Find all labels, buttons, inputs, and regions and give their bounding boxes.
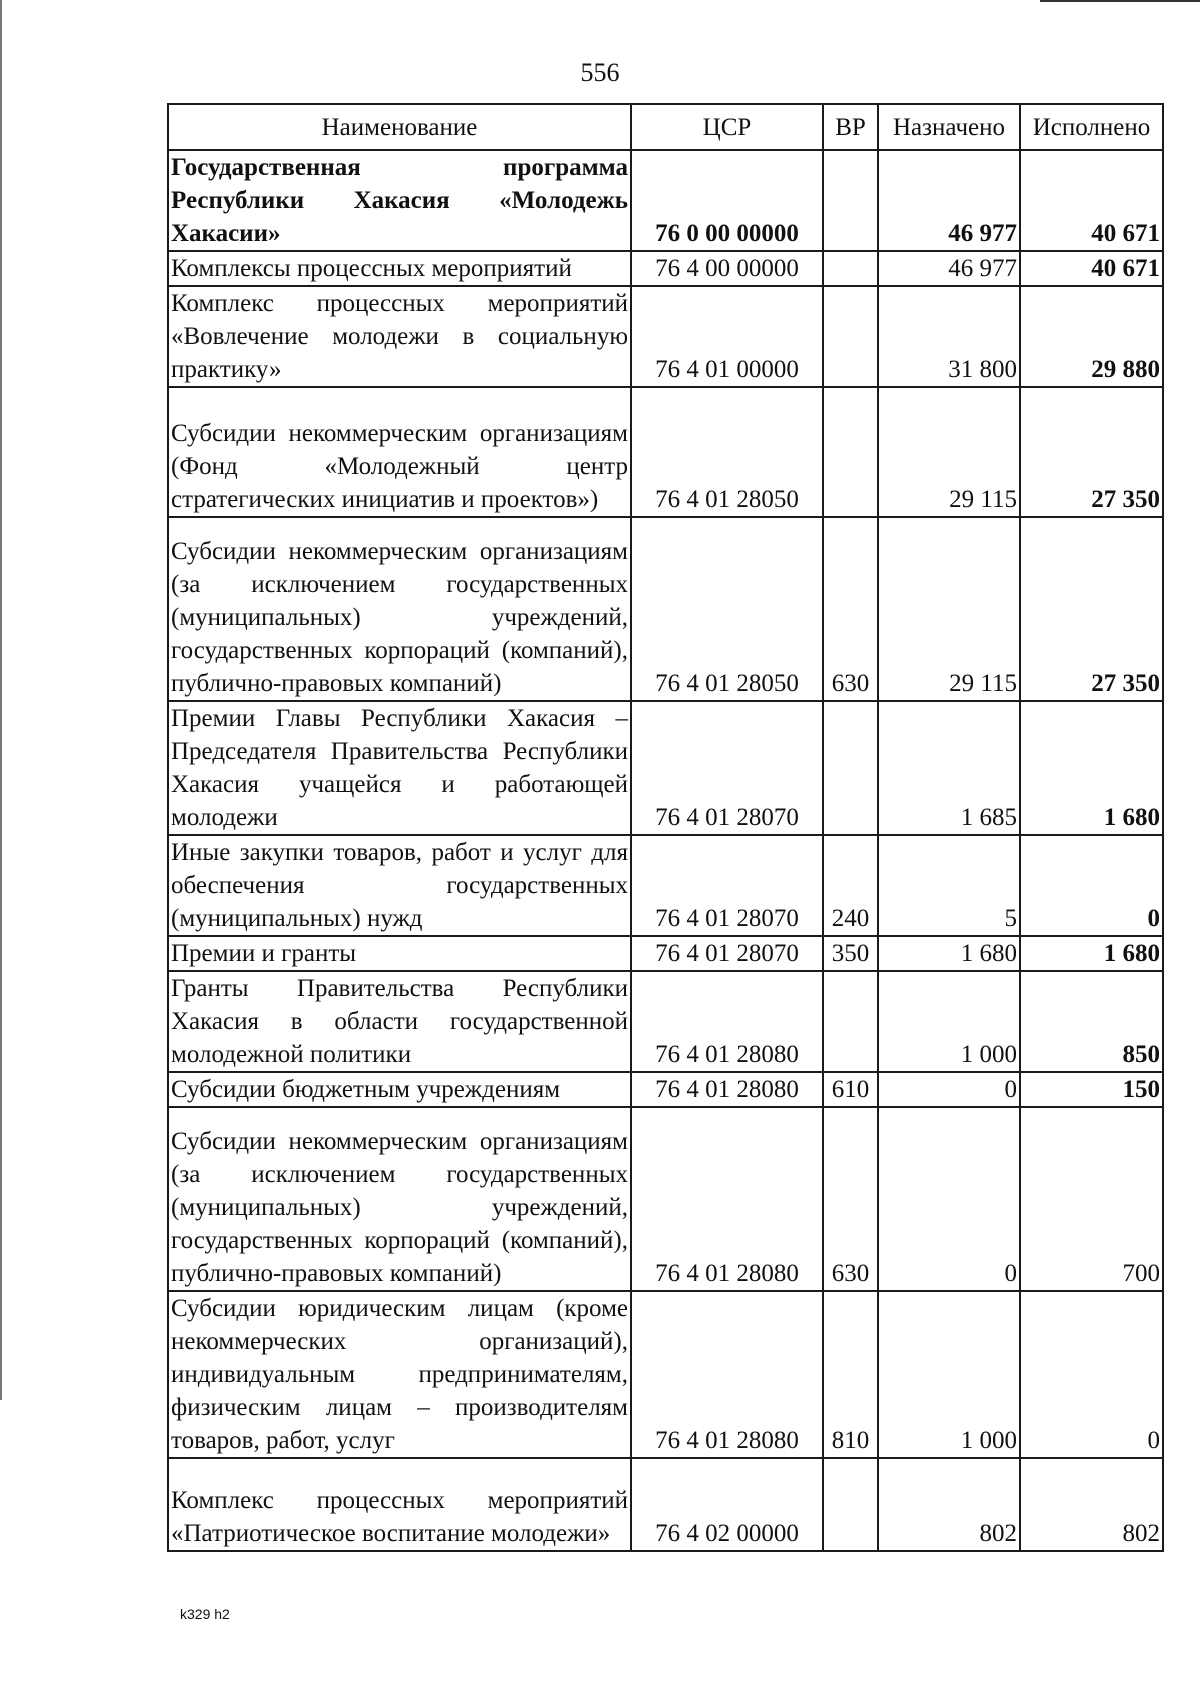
row-vr: 630 (823, 517, 878, 701)
page-number: 556 (580, 58, 620, 87)
row-executed: 40 671 (1020, 251, 1163, 286)
row-planned: 1 680 (878, 936, 1020, 971)
row-csr: 76 4 01 28080 (631, 1107, 823, 1291)
row-name: Комплексы процессных мероприятий (168, 251, 631, 286)
header-executed: Исполнено (1020, 104, 1163, 150)
row-csr: 76 4 01 28080 (631, 1072, 823, 1107)
table-header (168, 104, 1163, 150)
header-vr: ВР (823, 104, 878, 150)
row-vr: 610 (823, 1072, 878, 1107)
row-vr (823, 150, 878, 251)
row-vr (823, 1458, 878, 1551)
row-csr: 76 4 01 28070 (631, 936, 823, 971)
row-csr: 76 4 01 28080 (631, 1291, 823, 1458)
row-name: Премии и гранты (168, 936, 631, 971)
row-name: Комплекс процессных мероприятий «Вовлечение молодежи в социальную практику» (168, 286, 631, 387)
row-executed: 29 880 (1020, 286, 1163, 387)
budget-table (167, 103, 1164, 1552)
header-csr: ЦСР (631, 104, 823, 150)
row-executed: 802 (1020, 1458, 1163, 1551)
row-name: Субсидии юридическим лицам (кроме некоммерческих организаций), индивидуальным предпринимателям, физическим лицам – производителям товаров, работ, услуг (168, 1291, 631, 1458)
row-name: Субсидии некоммерческим организациям (Фонд «Молодежный центр стратегических инициатив и проектов») (168, 387, 631, 517)
row-planned: 31 800 (878, 286, 1020, 387)
row-csr: 76 4 01 28070 (631, 701, 823, 835)
row-name: Государственная программа Республики Хакасия «Молодежь Хакасии» (168, 150, 631, 251)
scan-edge-top (1040, 0, 1200, 2)
row-vr: 630 (823, 1107, 878, 1291)
table-row (168, 971, 1163, 1072)
row-planned: 5 (878, 835, 1020, 936)
row-name: Субсидии некоммерческим организациям (за исключением государственных (муниципальных) учреждений, государственных корпораций (компаний), публично-правовых компаний) (168, 517, 631, 701)
header-name: Наименование (168, 104, 631, 150)
row-executed: 40 671 (1020, 150, 1163, 251)
row-vr (823, 971, 878, 1072)
table-row (168, 936, 1163, 971)
row-planned: 1 685 (878, 701, 1020, 835)
row-csr: 76 4 01 28050 (631, 387, 823, 517)
row-executed: 1 680 (1020, 936, 1163, 971)
row-name: Субсидии бюджетным учреждениям (168, 1072, 631, 1107)
row-vr (823, 701, 878, 835)
header-planned: Назначено (878, 104, 1020, 150)
table-row (168, 286, 1163, 387)
row-name: Комплекс процессных мероприятий «Патриотическое воспитание молодежи» (168, 1458, 631, 1551)
row-executed: 850 (1020, 971, 1163, 1072)
row-vr: 240 (823, 835, 878, 936)
row-planned: 46 977 (878, 150, 1020, 251)
row-executed: 150 (1020, 1072, 1163, 1107)
row-vr: 810 (823, 1291, 878, 1458)
row-executed: 27 350 (1020, 387, 1163, 517)
table-row (168, 517, 1163, 701)
row-planned: 29 115 (878, 387, 1020, 517)
row-csr: 76 4 01 28080 (631, 971, 823, 1072)
table-body (168, 150, 1163, 1551)
row-planned: 802 (878, 1458, 1020, 1551)
table-row (168, 1458, 1163, 1551)
row-planned: 46 977 (878, 251, 1020, 286)
row-executed: 1 680 (1020, 701, 1163, 835)
table-row (168, 835, 1163, 936)
row-planned: 1 000 (878, 1291, 1020, 1458)
row-planned: 0 (878, 1072, 1020, 1107)
table-row (168, 387, 1163, 517)
row-name: Субсидии некоммерческим организациям (за исключением государственных (муниципальных) учреждений, государственных корпораций (компаний), публично-правовых компаний) (168, 1107, 631, 1291)
row-planned: 29 115 (878, 517, 1020, 701)
row-executed: 700 (1020, 1107, 1163, 1291)
row-executed: 27 350 (1020, 517, 1163, 701)
scan-edge-left (0, 0, 2, 1400)
row-name: Гранты Правительства Республики Хакасия в области государственной молодежной политики (168, 971, 631, 1072)
row-csr: 76 4 01 28070 (631, 835, 823, 936)
row-planned: 1 000 (878, 971, 1020, 1072)
row-vr (823, 251, 878, 286)
table-row (168, 701, 1163, 835)
row-csr: 76 4 01 00000 (631, 286, 823, 387)
row-vr (823, 387, 878, 517)
row-executed: 0 (1020, 1291, 1163, 1458)
footer-code: k329 h2 (180, 1606, 230, 1622)
table-row (168, 150, 1163, 251)
row-executed: 0 (1020, 835, 1163, 936)
row-csr: 76 0 00 00000 (631, 150, 823, 251)
header-row (168, 104, 1163, 150)
table-row (168, 1291, 1163, 1458)
row-planned: 0 (878, 1107, 1020, 1291)
row-vr (823, 286, 878, 387)
row-csr: 76 4 01 28050 (631, 517, 823, 701)
row-csr: 76 4 02 00000 (631, 1458, 823, 1551)
table-row (168, 251, 1163, 286)
row-name: Иные закупки товаров, работ и услуг для обеспечения государственных (муниципальных) нужд (168, 835, 631, 936)
row-csr: 76 4 00 00000 (631, 251, 823, 286)
table-row (168, 1072, 1163, 1107)
row-vr: 350 (823, 936, 878, 971)
row-name: Премии Главы Республики Хакасия – Председателя Правительства Республики Хакасия учащейся и работающей молодежи (168, 701, 631, 835)
table-row (168, 1107, 1163, 1291)
